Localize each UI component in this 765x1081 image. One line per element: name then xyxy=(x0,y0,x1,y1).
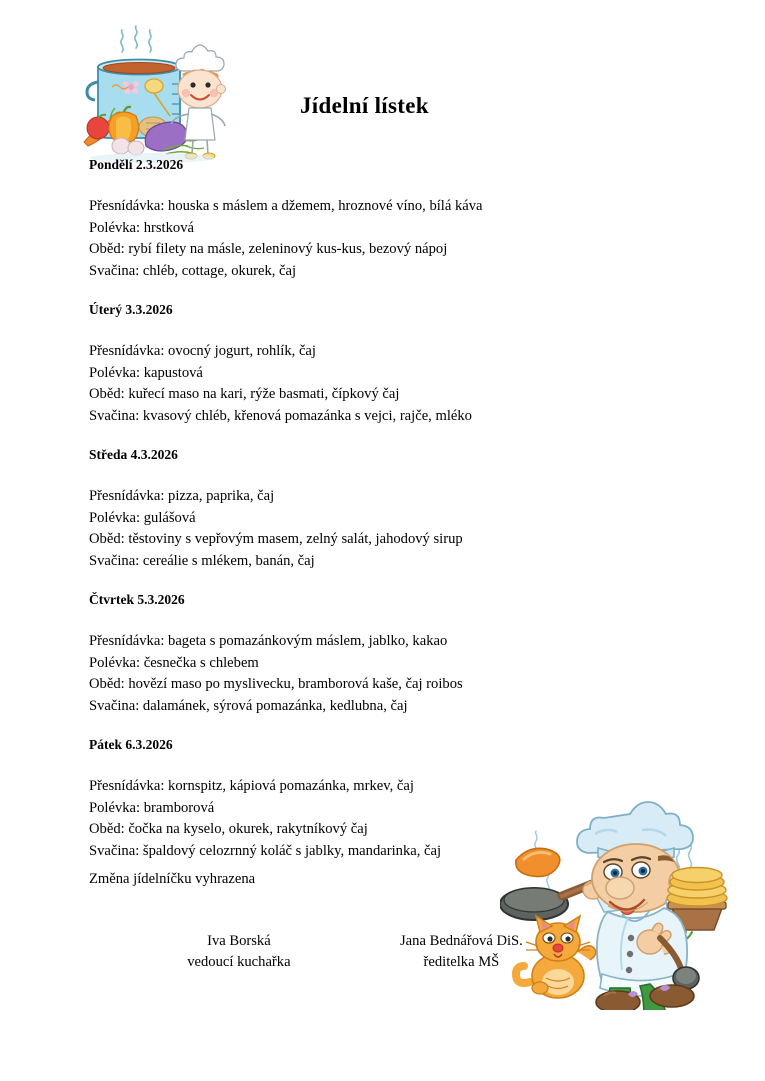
signature-role: vedoucí kuchařka xyxy=(187,954,291,970)
day-block-monday xyxy=(89,156,619,282)
meal-line-soup: Polévka: gulášová xyxy=(89,509,196,526)
signature-block xyxy=(89,931,559,973)
signature-role: ředitelka MŠ xyxy=(423,954,500,970)
meal-line-lunch: Oběd: těstoviny s vepřovým masem, zelný salát, jahodový sirup xyxy=(89,531,463,547)
meal-line-snack-afternoon: Svačina: kvasový chléb, křenová pomazánka s vejci, rajče, mléko xyxy=(89,407,472,424)
day-block-thursday xyxy=(89,591,619,717)
meal-line-soup: Polévka: bramborová xyxy=(89,799,215,816)
meal-line-lunch: Oběd: čočka na kyselo, okurek, rakytníkový čaj xyxy=(89,821,368,837)
meal-line-lunch: Oběd: kuřecí maso na kari, rýže basmati, čípkový čaj xyxy=(89,386,400,402)
meal-line-snack-morning: Přesnídávka: houska s máslem a džemem, hroznové víno, bílá káva xyxy=(89,198,483,214)
meal-line-soup: Polévka: kapustová xyxy=(89,364,203,381)
day-block-wednesday xyxy=(89,446,619,572)
meal-line-snack-afternoon: Svačina: chléb, cottage, okurek, čaj xyxy=(89,262,297,279)
day-heading: Čtvrtek 5.3.2026 xyxy=(89,592,185,607)
meal-line-snack-morning: Přesnídávka: bageta s pomazánkovým máslem, jablko, kakao xyxy=(89,633,448,649)
meal-line-snack-morning: Přesnídávka: kornspitz, kápiová pomazánka, mrkev, čaj xyxy=(89,778,414,794)
meal-line-lunch: Oběd: hovězí maso po myslivecku, bramborová kaše, čaj roibos xyxy=(89,676,463,692)
day-block-tuesday xyxy=(89,301,619,427)
meal-line-snack-afternoon: Svačina: dalamánek, sýrová pomazánka, kedlubna, čaj xyxy=(89,697,408,714)
menu-change-note: Změna jídelníčku vyhrazena xyxy=(89,871,256,887)
day-heading: Středa 4.3.2026 xyxy=(89,447,178,462)
meal-line-snack-afternoon: Svačina: cereálie s mlékem, banán, čaj xyxy=(89,552,315,569)
footer-illustration xyxy=(500,760,765,1010)
meal-line-snack-morning: Přesnídávka: ovocný jogurt, rohlík, čaj xyxy=(89,343,316,359)
meal-line-soup: Polévka: hrstková xyxy=(89,219,194,236)
meal-line-snack-morning: Přesnídávka: pizza, paprika, čaj xyxy=(89,488,275,504)
day-heading: Pátek 6.3.2026 xyxy=(89,737,173,752)
header-illustration xyxy=(74,24,244,164)
meal-line-lunch: Oběd: rybí filety na másle, zeleninový kus-kus, bezový nápoj xyxy=(89,241,448,257)
meal-line-snack-afternoon: Svačina: špaldový celozrnný koláč s jablky, mandarinka, čaj xyxy=(89,842,442,859)
day-heading: Úterý 3.3.2026 xyxy=(89,302,173,317)
meal-line-soup: Polévka: česnečka s chlebem xyxy=(89,654,259,671)
day-heading: Pondělí 2.3.2026 xyxy=(89,157,184,172)
page-title: Jídelní lístek xyxy=(300,93,429,118)
signature-head-cook xyxy=(134,931,344,973)
signature-name: Iva Borská xyxy=(207,933,271,949)
signature-name: Jana Bednářová DiS. xyxy=(400,933,523,949)
